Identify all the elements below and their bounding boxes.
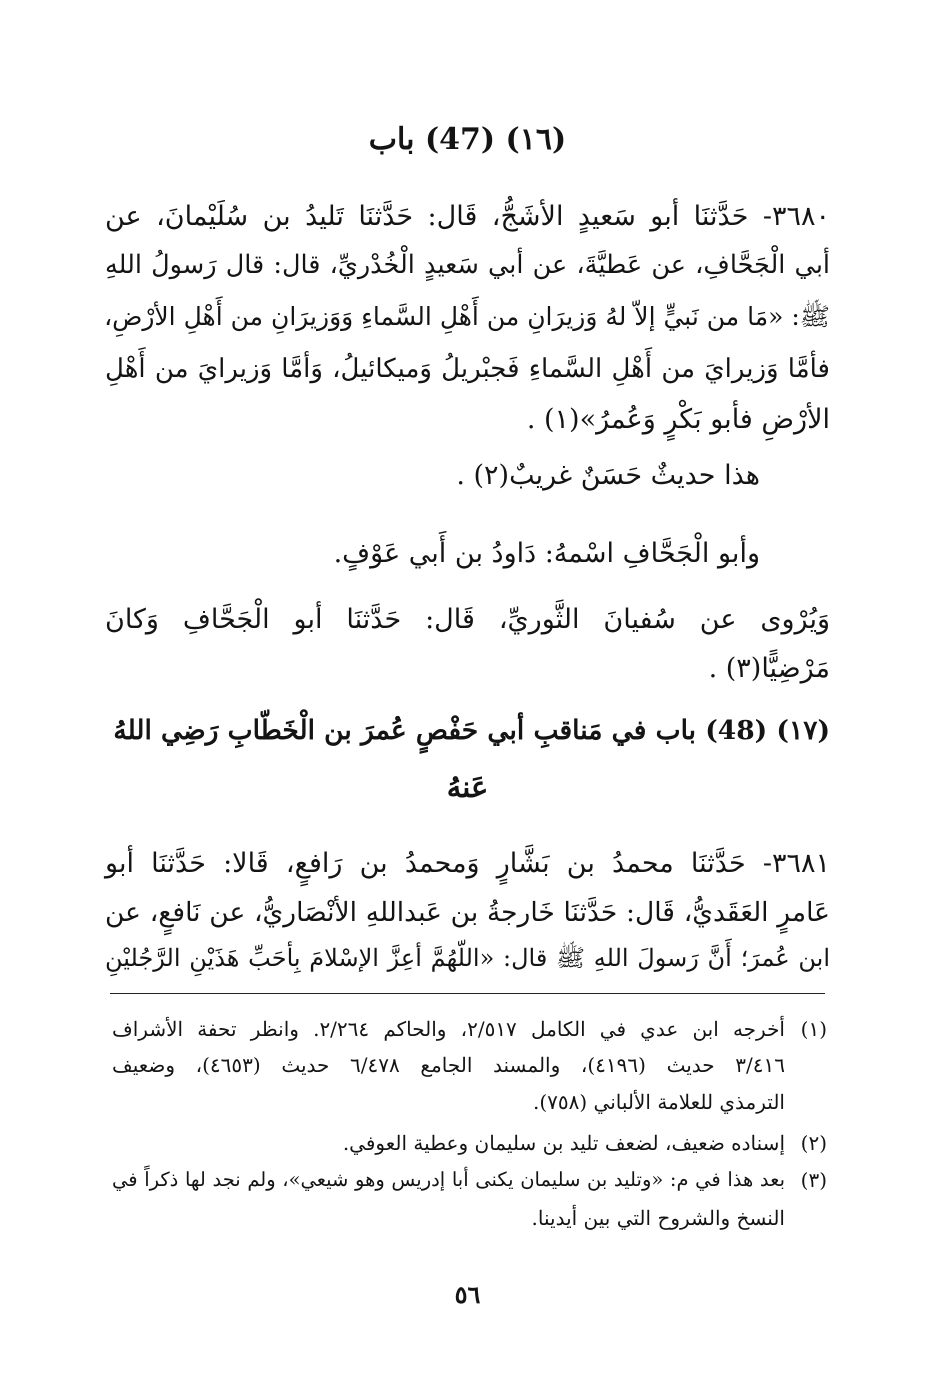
footnote-line: إسناده ضعيف، لضعف تليد بن سليمان وعطية العوفي. bbox=[342, 1131, 785, 1155]
footnote-number: (١) bbox=[800, 1017, 827, 1041]
hadith-3680-line: الأرْضِ فأبو بَكْرٍ وَعُمرُ»(١) . bbox=[526, 404, 830, 435]
hadith-3681-line: ٣٦٨١- حَدَّثنَا محمدُ بن بَشَّارٍ وَمحمدُ بن رَافعٍ، قَالا: حَدَّثنَا أبو bbox=[105, 848, 830, 879]
footnote-line: أخرجه ابن عدي في الكامل ٢/٥١٧، والحاكم ٢/٢٦٤. وانظر تحفة الأشراف bbox=[112, 1017, 785, 1041]
chapter-heading-17: (١٧) (48) باب في مَناقبِ أبي حَفْصٍ عُمرَ بن الْخَطّابِ رَضِي اللهُ bbox=[113, 715, 830, 746]
hadith-3680-line: أبي الْجَحَّافِ، عن عَطيَّةَ، عن أبي سَعيدٍ الْخُدْريِّ، قال: قال رَسولُ اللهِ bbox=[105, 250, 830, 280]
page-number: ٥٦ bbox=[454, 1280, 481, 1309]
footnote-separator bbox=[110, 993, 825, 994]
hadith-3681-line: ابن عُمرَ؛ أَنَّ رَسولَ اللهِ ﷺ قال: «اللّهُمَّ أعِزَّ الإسْلامَ بِأحَبِّ هَذَيْنِ الرَّجُليْنِ bbox=[105, 944, 830, 972]
riwaya-line: مَرْضِيًّا(٣) . bbox=[708, 653, 830, 684]
riwaya-line: وَيُرْوى عن سُفيانَ الثَّوريِّ، قَال: حَدَّثنَا أبو الْجَحَّافِ وَكانَ bbox=[105, 604, 830, 635]
footnote-number: (٣) bbox=[800, 1168, 827, 1192]
hadith-grade: هذا حديثٌ حَسَنٌ غريبٌ(٢) . bbox=[456, 460, 760, 491]
footnote-line: النسخ والشروح التي بين أيدينا. bbox=[531, 1206, 785, 1230]
footnote-line: الترمذي للعلامة الألباني (٧٥٨). bbox=[532, 1090, 785, 1114]
hadith-3680-line: فأمَّا وَزيرايَ من أَهْلِ السَّماءِ فَجبْريلُ وَميكائيلُ، وَأمَّا وَزيرايَ من أَهْلِ bbox=[105, 354, 830, 384]
footnote-number: (٢) bbox=[800, 1131, 827, 1155]
hadith-3681-line: عَامرٍ العَقَديُّ، قَال: حَدَّثنَا خَارجةُ بن عَبداللهِ الأنْصَاريُّ، عن نَافعٍ، عن bbox=[105, 897, 830, 928]
chapter-heading-16: (١٦) (47) باب bbox=[368, 122, 567, 157]
narrator-note: وأبو الْجَحَّافِ اسْمهُ: دَاودُ بن أَبي عَوْفٍ. bbox=[333, 538, 760, 569]
hadith-3680-line: ﷺ: «مَا من نَبيٍّ إلاّ لهُ وَزيرَانِ من أَهْلِ السَّماءِ وَوَزيرَانِ من أَهْلِ الأرْضِ، bbox=[104, 302, 830, 331]
hadith-3680-line: ٣٦٨٠- حَدَّثنَا أبو سَعيدٍ الأشَجُّ، قَال: حَدَّثنَا تَليدُ بن سُلَيْمانَ، عن bbox=[105, 201, 830, 232]
chapter-heading-17-continued: عَنهُ bbox=[446, 770, 489, 804]
footnote-line: بعد هذا في م: «وتليد بن سليمان يكنى أبا إدريس وهو شيعي»، ولم نجد لها ذكراً في bbox=[112, 1168, 785, 1191]
footnote-line: ٣/٤١٦ حديث (٤١٩٦)، والمسند الجامع ٦/٤٧٨ حديث (٤٦٥٣)، وضعيف bbox=[112, 1053, 785, 1077]
